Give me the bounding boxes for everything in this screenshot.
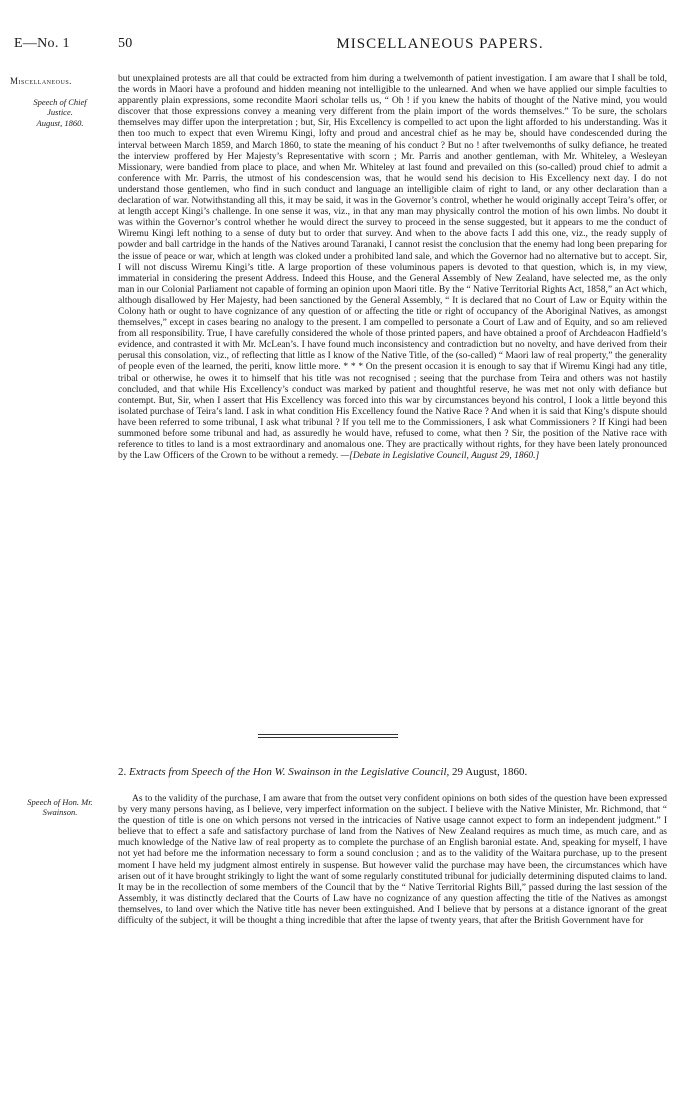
margin-note-line: August, 1860. — [36, 117, 84, 128]
margin-note-line: Speech of Chief — [33, 97, 87, 107]
heading-number: 2. — [118, 766, 127, 778]
paragraph-text: but unexplained protests are all that could be extracted from him during a twelvemonth of patient investigation. I am aware that I shall be told, the words in Maori have a profound and hidden meaning not intelligible to the unlearned. And when we have applied our simple faculties to apparently plain expressions, some recondite Maori scholar tells us, “ Oh ! if you knew the habits of thought of the Native mind, you would discover that those expressions convey a meaning very different from the plain import of the words themselves.” To be sure, the scholars themselves may differ upon the interpretation ; but, Sir, His Excellency is compelled to act upon the light afforded to his understanding. Was it then too much to expect that even Wiremu Kingi, lofty and proud and ancestral chief as he may be, should have condescended during the interval between March 1859, and March 1860, to state the meaning of his conduct ? But no ! after twelvemonths of sulky defiance, he treated the interview proffered by Her Majesty’s Representative with scorn ; Mr. Parris and another gentleman, with Mr. Whiteley, a Wesleyan Missionary, were bandied from place to place, and when Mr. Whiteley at last found and prevailed on this (so-called) proud chief to admit a conference with Mr. Parris, the utmost of his condescension was, that he would send his decision to His Excellency next day. I do not understand those gentlemen, who find in such conduct and language an intelligible claim of right to land, or any other declaration than a declaration of war. Notwithstanding all this, it may be said, it was in the Governor’s control, whether he would originally accept Teira’s offer, or at length accept Kingi’s challenge. In one sense it was, viz., in that any man may physically control the motion of his own limbs. No doubt it was within the Governor’s control whether he would direct the survey to proceed in the sense suggested, but it appears to me the conduct of Wiremu Kingi left nothing to a sense of duty but to order that survey. And when to the above facts I add this one, viz., the ready supply of powder and ball cartridge in the hands of the Natives around Taranaki, I cannot resist the conclusion that the enemy had long been preparing for the issue of peace or war, which at length was cloked under a prohibited land sale, and which the Governor had no alternative but to accept. Sir, I will not discuss Wiremu Kingi’s title. A large proportion of these voluminous papers is devoted to that question, which is, in my view, immaterial in considering the present Address. Indeed this House, and the General Assembly of New Zealand, have selected me, as the only man in our Colonial Parliament not capable of forming an opinion upon Maori title. By the “ Native Territorial Rights Act, 1858,” an Act which, although disallowed by Her Majesty, had been sanctioned by the General Assembly, “ It is declared that no Court of Law or Equity within the Colony hath or ought to have cognizance of any question of or affecting the title or right of occupancy of the Aboriginal Natives, as amongst themselves,” except in cases bearing no analogy to the present. I am compelled to personate a Court of Law and of Equity, and so am relieved from all responsibility. True, I have carefully considered the whole of those printed papers, and have obtained a proof of Archdeacon Hadfield’s evidence, and contrasted it with Mr. McLean’s. I have found much inconsistency and contradiction but no novelty, and have derived from their perusal this consolation, viz., of reflecting that little as I know of the Native Title, of the (so-called) “ Maori law of real property,” the generality of people even of the learned, the periti, know little more. * * * On the present occasion it is enough to say that if Wiremu Kingi had any title, tribal or otherwise, he owes it to himself that his title was not recognised ; seeing that the purchase from Teira and others was not hastily concluded, and that while His Excellency’s conduct was marked by patient and thoughtful reserve, he was met not only with defiance but contempt. But, Sir, when I assert that His Excellency was forced into this war by circumstances beyond his control, I look a little beyond this isolated purchase of Teira’s land. I ask in what condition His Excellency found the Native Race ? And when it is said that King’s dispute should have been referred to some tribunal, I ask what tribunal ? If you tell me to the Commissioners, I ask what Commissioners ? If Kingi had been summoned before some tribunal and had, as assuredly he would have, refused to come, what then ? Sir, the position of the Native race with reference to titles to land is a most extraordinary and anomalous one. They are practically without rights, for they have been lately pronounced by the Law Officers of the Crown to be without a remedy. — [118, 74, 667, 462]
document-reference: E—No. 1 — [14, 36, 70, 51]
speech-chief-justice-paragraph — [118, 74, 667, 718]
speech-swainson-paragraph: As to the validity of the purchase, I am aware that from the outset very confident opinions on both sides of the question have been expressed by very many persons having, as I believe, very imperfect information on the subject. I believe with the Native Minister, Mr. Richmond, that “ the question of title is one on which persons not versed in the intricacies of Native usage cannot expect to form an independent judgment.” I believe that to effect a safe and satisfactory purchase of land from the Natives of New Zealand requires as much time, as much care, and as much knowledge of the Native law of real property as to complete the purchase of an English baronial estate. And, speaking for myself, I have not yet had before me the information necessary to form a sound conclusion ; and as to the validity of the Waitara purchase, up to the present moment I have held my judgment almost entirely in suspense. But however valid the purchase may have been, the circumstances which have arisen out of it have brought strikingly to light the want of some regularly constituted tribunal for judicially determining disputed claims to land. It may be in the recollection of some members of the Council that by the “ Native Territorial Rights Bill,” passed during the last session of the Assembly, it was distinctly declared that the Courts of Law have no cognizance of any question affecting the title of the Natives as amongst themselves, to land over which the Native title has never been extinguished. And I believe that by persons at a distance ignorant of the great difficulty of the subject, it will be thought a thing incredible that after the lapse of twenty years, that after the British Government have for — [118, 794, 667, 927]
section-heading — [118, 766, 667, 779]
margin-note-chief-justice — [10, 97, 110, 128]
margin-note-swainson — [10, 797, 110, 818]
running-title: MISCELLANEOUS PAPERS. — [336, 36, 544, 52]
heading-date: 29 August, 1860. — [452, 766, 528, 778]
margin-note-line: Swainson. — [42, 807, 78, 818]
margin-note-section — [10, 76, 110, 86]
section-divider — [258, 734, 398, 735]
page-number: 50 — [118, 36, 133, 51]
section-label: Miscellaneous. — [10, 76, 72, 86]
section-divider — [258, 737, 398, 738]
margin-note-line: Justice. — [47, 107, 73, 118]
heading-title: Extracts from Speech of the Hon W. Swainson in the Legislative Council, — [129, 766, 450, 778]
debate-citation: —[Debate in Legislative Council, August 29, 1860.] — [340, 451, 540, 462]
margin-note-line: Speech of Hon. Mr. — [27, 797, 93, 807]
